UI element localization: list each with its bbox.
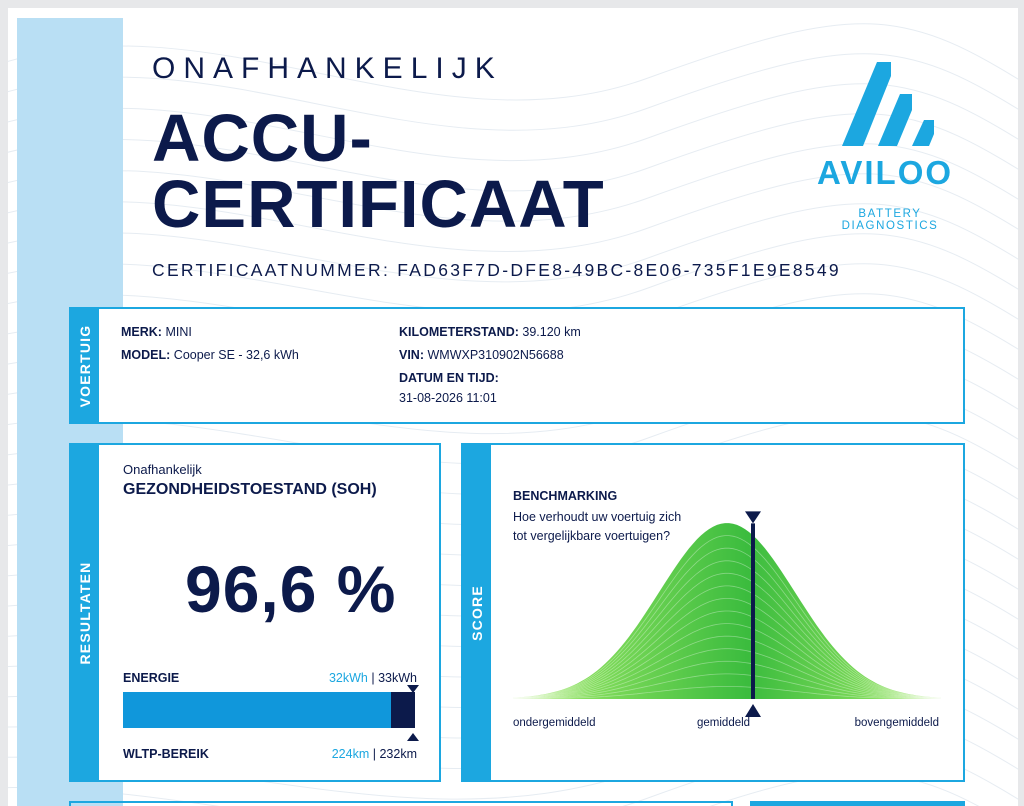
title-line-2: CERTIFICAAT xyxy=(152,167,605,242)
title-line-1: ACCU- xyxy=(152,101,373,176)
axis-label-below-average: ondergemiddeld xyxy=(513,717,596,729)
brand-label: MERK: xyxy=(121,325,162,339)
range-separator: | xyxy=(372,747,376,761)
vin-row xyxy=(399,348,564,362)
aviloo-logo xyxy=(808,54,968,234)
range-marker-icon xyxy=(407,733,419,741)
range-values xyxy=(332,747,417,761)
range-nominal: 232km xyxy=(379,747,417,761)
soh-kicker: Onafhankelijk xyxy=(123,462,202,477)
vin-value: WMWXP310902N56688 xyxy=(427,348,564,362)
range-label: WLTP-BEREIK xyxy=(123,747,209,761)
vin-label: VIN: xyxy=(399,348,424,362)
soh-value: 96,6 % xyxy=(185,552,397,626)
results-panel xyxy=(69,443,441,782)
brand-row xyxy=(121,325,192,339)
energy-current: 32kWh xyxy=(328,671,368,685)
vehicle-section-label: VOERTUIG xyxy=(71,309,99,422)
benchmark-bell-curve xyxy=(513,509,941,719)
model-label: MODEL: xyxy=(121,348,171,362)
next-panel-edge-right xyxy=(750,801,965,806)
energy-separator: | xyxy=(371,671,375,685)
vehicle-panel xyxy=(69,307,965,424)
soh-progress-bar xyxy=(123,692,415,728)
header-kicker: ONAFHANKELIJK xyxy=(152,52,503,85)
axis-label-average: gemiddeld xyxy=(697,717,751,729)
score-panel xyxy=(461,443,965,782)
soh-title: GEZONDHEIDSTOESTAND (SOH) xyxy=(123,481,377,498)
marker-top-arrow-icon xyxy=(745,511,761,523)
results-section-label: RESULTATEN xyxy=(71,445,99,780)
model-value: Cooper SE - 32,6 kWh xyxy=(173,348,299,362)
datetime-label: DATUM EN TIJD: xyxy=(399,371,499,385)
next-panel-edge xyxy=(69,801,733,806)
logo-tagline: BATTERY DIAGNOSTICS xyxy=(841,208,939,232)
logo-wordmark: AVILOO xyxy=(816,154,954,191)
odometer-value: 39.120 km xyxy=(522,325,581,339)
energy-label: ENERGIE xyxy=(123,671,180,685)
odometer-label: KILOMETERSTAND: xyxy=(399,325,519,339)
axis-label-above-average: bovengemiddeld xyxy=(854,717,939,729)
aviloo-mountain-icon xyxy=(808,54,968,154)
certificate-page xyxy=(8,8,1018,806)
odometer-row xyxy=(399,325,581,339)
score-section-label: SCORE xyxy=(463,445,491,780)
energy-values xyxy=(329,671,417,685)
benchmark-title: BENCHMARKING xyxy=(513,489,618,503)
marker-bottom-arrow-icon xyxy=(745,704,761,717)
range-current: 224km xyxy=(331,747,370,761)
certificate-number: CERTIFICAATNUMMER: FAD63F7D-DFE8-49BC-8E06-735F1E9E8549 xyxy=(152,260,841,280)
brand-value: MINI xyxy=(165,325,192,339)
energy-nominal: 33kWh xyxy=(378,671,417,685)
page-title xyxy=(152,101,605,242)
benchmark-question: Hoe verhoudt uw voertuig zich tot vergelijkbare voertuigen? xyxy=(513,510,682,543)
soh-bar-remainder xyxy=(391,692,415,728)
datetime-value: 31-08-2026 11:01 xyxy=(399,391,497,405)
model-row xyxy=(121,348,299,362)
